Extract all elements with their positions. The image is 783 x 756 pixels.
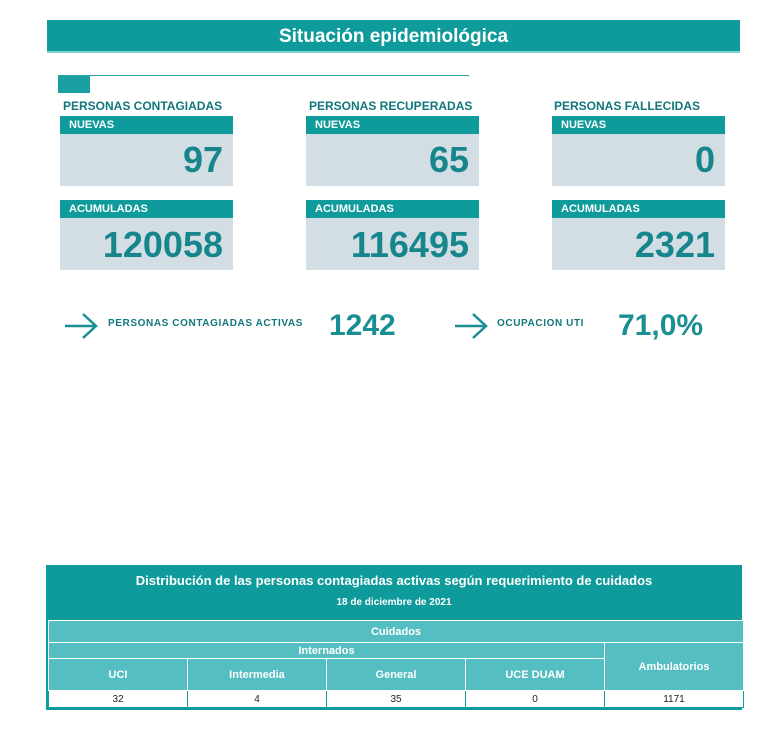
header-cuidados: Cuidados <box>49 621 744 643</box>
acumuladas-recuperadas-value: 116495 <box>306 218 479 270</box>
table-row <box>49 691 744 708</box>
table-title: Distribución de las personas contagiadas activas según requerimiento de cuidados <box>135 573 653 588</box>
acumuladas-fallecidas-value: 2321 <box>552 218 725 270</box>
kpi-label-activas: PERSONAS CONTAGIADAS ACTIVAS <box>108 318 303 329</box>
decorative-line <box>58 75 469 76</box>
decorative-block <box>58 76 90 93</box>
nuevas-recuperadas-value: 65 <box>306 134 479 186</box>
nuevas-fallecidas-value: 0 <box>552 134 725 186</box>
group-title-fallecidas: PERSONAS FALLECIDAS <box>554 99 701 113</box>
nuevas-label: NUEVAS <box>60 116 233 134</box>
arrow-right-icon <box>453 311 489 341</box>
kpi-value-uti: 71,0% <box>618 309 704 342</box>
column-header: UCI <box>49 659 188 691</box>
nuevas-label: NUEVAS <box>552 116 725 134</box>
cell-intermedia: 4 <box>188 691 327 708</box>
kpi-value-activas: 1242 <box>329 309 396 342</box>
column-header: General <box>327 659 466 691</box>
group-title-recuperadas: PERSONAS RECUPERADAS <box>309 99 473 113</box>
acumuladas-label: ACUMULADAS <box>552 200 725 218</box>
care-distribution-table <box>46 565 742 710</box>
table-date: 18 de diciembre de 2021 <box>336 597 452 608</box>
nuevas-contagiadas-value: 97 <box>60 134 233 186</box>
kpi-label-uti: OCUPACION UTI <box>497 318 585 329</box>
cell-uci: 32 <box>49 691 188 708</box>
arrow-right-icon <box>63 311 99 341</box>
page-title: Situación epidemiológica <box>47 20 740 53</box>
acumuladas-contagiadas-value: 120058 <box>60 218 233 270</box>
group-title-contagiadas: PERSONAS CONTAGIADAS <box>63 99 223 113</box>
acumuladas-label: ACUMULADAS <box>60 200 233 218</box>
table-header <box>46 565 742 620</box>
column-header: Intermedia <box>188 659 327 691</box>
cell-uce-duam: 0 <box>466 691 605 708</box>
header-internados: Internados <box>49 643 605 659</box>
header-ambulatorios: Ambulatorios <box>605 643 744 691</box>
cell-ambulatorios: 1171 <box>605 691 744 708</box>
cell-general: 35 <box>327 691 466 708</box>
nuevas-label: NUEVAS <box>306 116 479 134</box>
column-header: UCE DUAM <box>466 659 605 691</box>
acumuladas-label: ACUMULADAS <box>306 200 479 218</box>
table-body <box>46 620 742 710</box>
